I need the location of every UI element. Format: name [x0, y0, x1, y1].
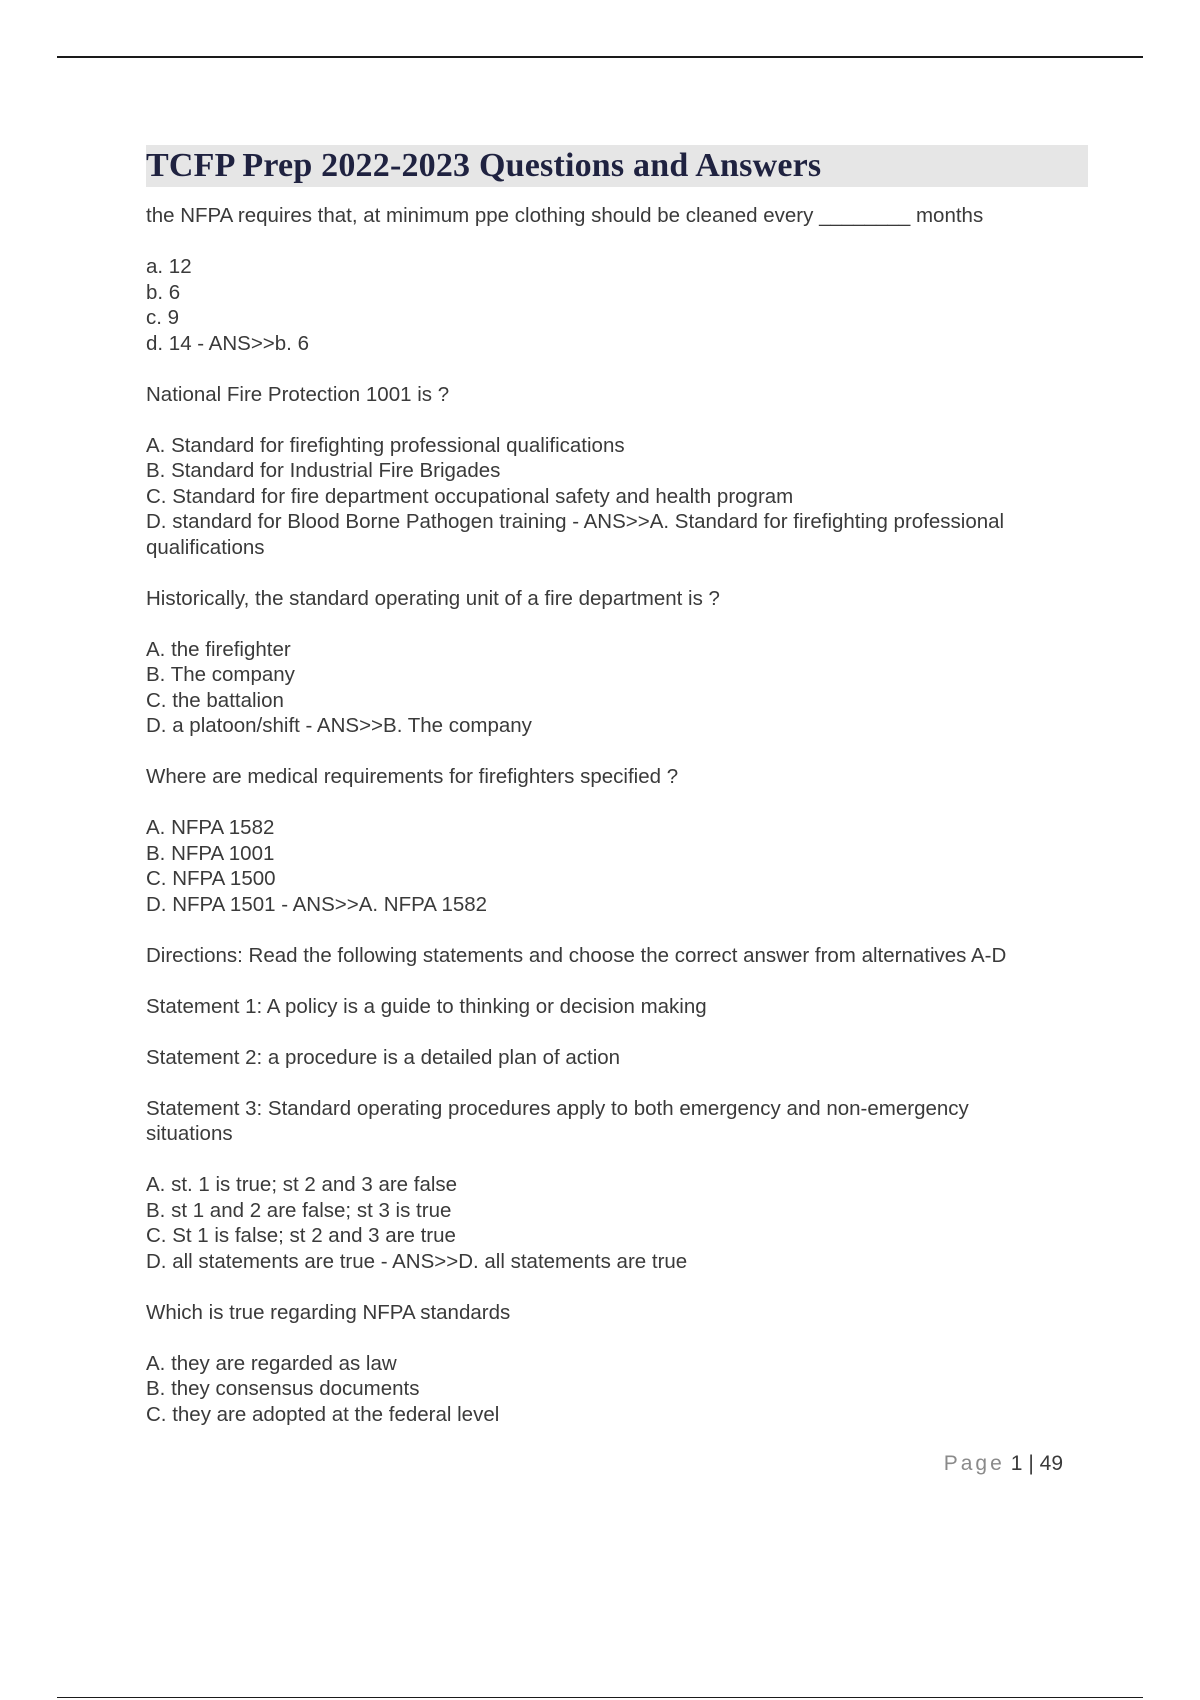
document-title: TCFP Prep 2022-2023 Questions and Answers: [146, 147, 822, 184]
text-line: B. The company: [146, 663, 295, 686]
paragraph-gap: [146, 1070, 1088, 1096]
page-label: Page: [943, 1452, 1005, 1475]
text-line: c. 9: [146, 306, 180, 329]
page-number: 1: [1010, 1452, 1023, 1475]
text-line: D. NFPA 1501 - ANS>>A. NFPA 1582: [146, 892, 488, 916]
text-line: A. NFPA 1582: [146, 816, 275, 839]
text-line: B. NFPA 1001: [146, 841, 275, 865]
title-bar: [146, 145, 1088, 187]
text-line: d. 14 - ANS>>b. 6: [146, 331, 309, 355]
text-line: Which is true regarding NFPA standards: [146, 1300, 511, 1324]
paragraph-gap: [146, 229, 1088, 255]
header-rule: [57, 56, 1143, 58]
paragraph-gap: [146, 739, 1088, 765]
text-line: D. standard for Blood Borne Pathogen training - ANS>>A. Standard for firefighting professional: [146, 510, 1005, 533]
text-line: D. all statements are true - ANS>>D. all statements are true: [146, 1249, 688, 1273]
text-line: qualifications: [146, 535, 265, 559]
text-line: D. a platoon/shift - ANS>>B. The company: [146, 714, 532, 737]
question-list: [146, 203, 1088, 1427]
text-line: Statement 1: A policy is a guide to thinking or decision making: [146, 994, 707, 1018]
text-line: C. the battalion: [146, 688, 284, 712]
text-line: A. the firefighter: [146, 637, 291, 661]
text-line: C. St 1 is false; st 2 and 3 are true: [146, 1224, 456, 1247]
text-line: A. st. 1 is true; st 2 and 3 are false: [146, 1173, 458, 1196]
text-line: a. 12: [146, 255, 192, 278]
text-line: B. st 1 and 2 are false; st 3 is true: [146, 1198, 452, 1222]
text-line: b. 6: [146, 280, 181, 304]
page-separator: |: [1028, 1452, 1034, 1475]
text-line: National Fire Protection 1001 is ?: [146, 382, 450, 406]
total-pages: 49: [1039, 1452, 1063, 1475]
paragraph-gap: [146, 968, 1088, 994]
text-line: Directions: Read the following statements and choose the correct answer from alternatives A-D: [146, 943, 1007, 967]
footer-rule: [57, 1697, 1143, 1698]
text-line: C. Standard for fire department occupational safety and health program: [146, 484, 794, 508]
paragraph-gap: [146, 790, 1088, 816]
paragraph-gap: [146, 1325, 1088, 1351]
paragraph-gap: [146, 1274, 1088, 1300]
text-line: Historically, the standard operating unit of a fire department is ?: [146, 586, 720, 610]
page-footer: [944, 1452, 1063, 1476]
paragraph-gap: [146, 407, 1088, 433]
paragraph-gap: [146, 1019, 1088, 1045]
paragraph-gap: [146, 356, 1088, 382]
text-line: B. they consensus documents: [146, 1377, 420, 1400]
text-line: Statement 3: Standard operating procedures apply to both emergency and non-emergency: [146, 1096, 969, 1120]
text-line: Statement 2: a procedure is a detailed plan of action: [146, 1045, 621, 1069]
text-line: B. Standard for Industrial Fire Brigades: [146, 459, 501, 482]
text-line: Where are medical requirements for firefighters specified ?: [146, 765, 679, 788]
text-line: A. Standard for firefighting professional qualifications: [146, 433, 625, 457]
paragraph-gap: [146, 1147, 1088, 1173]
paragraph-gap: [146, 560, 1088, 586]
text-line: A. they are regarded as law: [146, 1351, 397, 1375]
paragraph-gap: [146, 611, 1088, 637]
text-line: C. they are adopted at the federal level: [146, 1402, 500, 1426]
text-line: the NFPA requires that, at minimum ppe clothing should be cleaned every ________ months: [146, 204, 984, 227]
text-line: C. NFPA 1500: [146, 867, 276, 890]
document-body: [146, 145, 1088, 1427]
text-line: situations: [146, 1122, 233, 1145]
paragraph-gap: [146, 917, 1088, 943]
